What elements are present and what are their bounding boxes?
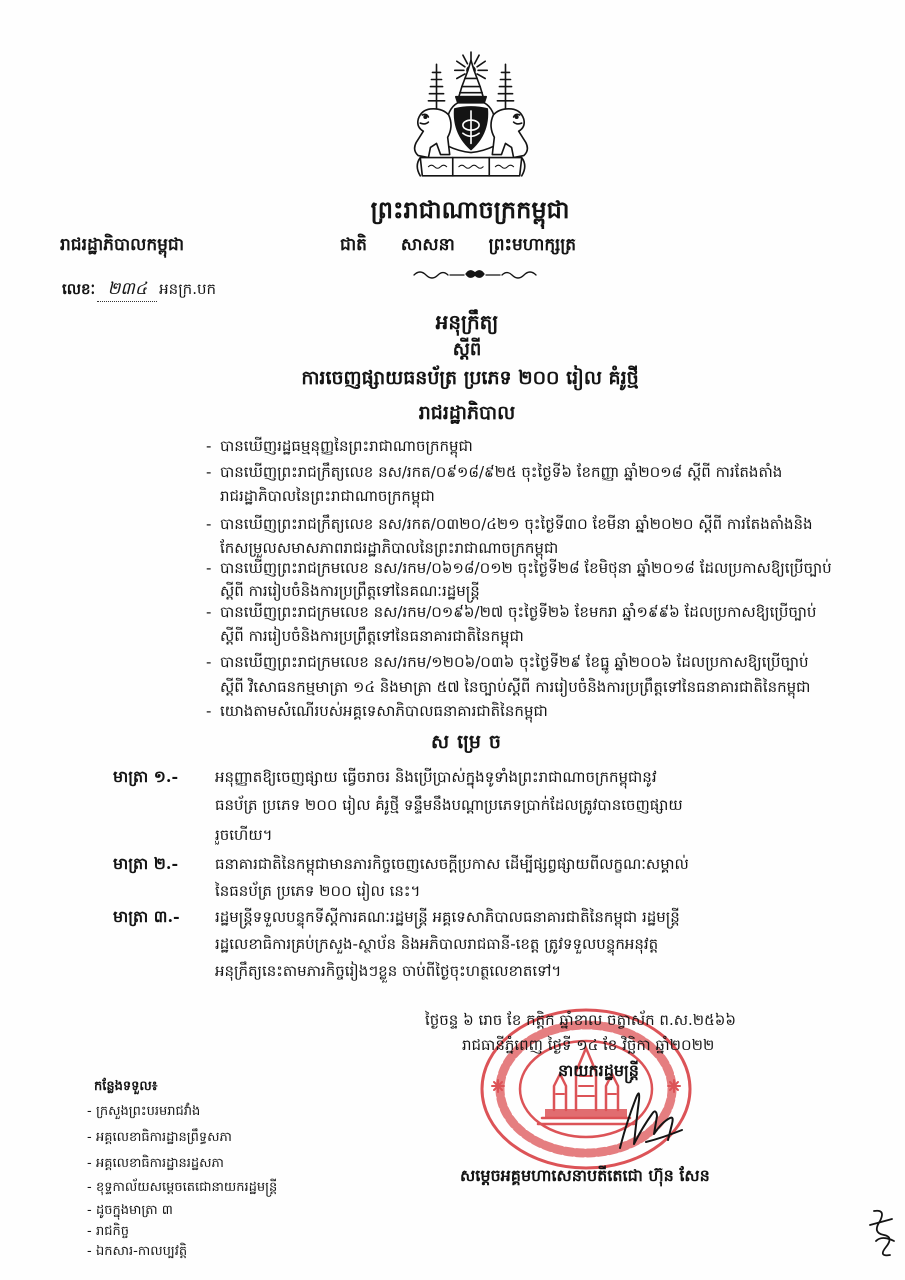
article-line: អនុក្រឹត្យនេះតាមភារកិច្ចរៀងៗខ្លួន ចាប់ពីថ្ងៃចុះហត្ថលេខាតទៅ។ [215,962,562,980]
preamble-item [220,600,845,626]
article-line: ធនប័ត្រ ប្រភេទ ២០០ រៀល គំរូថ្មី ទន្ទឹមនឹងបណ្តាប្រភេទប្រាក់ដែលត្រូវបានចេញផ្សាយ [215,796,683,814]
preamble-line: - បានឃើញព្រះរាជក្រមលេខ នស/រកម/០១៩៦/២៧ ចុះថ្ងៃទី២៦ ខែមករា ឆ្នាំ១៩៩៦ ដែលប្រកាសឱ្យប្រើច្បាប់ [220,603,817,621]
document-number-value: ២៣៤ [97,277,157,302]
article-line: នៃធនប័ត្រ ប្រភេទ ២០០ រៀល នេះ។ [215,882,421,900]
preamble-line: ស្តីពី ការរៀបចំនិងការប្រព្រឹត្តទៅនៃគណៈរដ្ឋមន្ត្រី [220,582,480,600]
motto [340,233,640,259]
document-number [62,277,302,303]
recipient-item: - ក្រសួងព្រះបរមរាជវាំង [96,1101,356,1123]
motto-nation: ជាតិ [340,235,367,255]
preamble-item [220,699,845,725]
motto-ornament-icon [410,266,540,282]
article-label: មាត្រា ១.- [113,767,179,786]
recipient-item: - ឯកសារ-កាលប្បវត្តិ [96,1241,356,1263]
preamble-line: - យោងតាមសំណើរបស់អគ្គទេសាភិបាលធនាគារជាតិនៃកម្ពុជា [220,702,548,720]
preamble-line: រាជរដ្ឋាភិបាលនៃព្រះរាជាណាចក្រកម្ពុជា [220,487,435,505]
preamble-line: - បានឃើញព្រះរាជក្រឹត្យលេខ នស/រកត/០៣២០/៤២១ ចុះថ្ងៃទី៣០ ខែមីនា ឆ្នាំ២០២០ ស្តីពី ការតែងតាំងនិង [220,515,813,533]
preamble-line: - បានឃើញព្រះរាជក្រឹត្យលេខ នស/រកត/០៩១៨/៩២៥ ចុះថ្ងៃទី៦ ខែកញ្ញា ឆ្នាំ២០១៨ ស្តីពី ការតែងតាំង [220,463,783,481]
royal-coat-of-arms-icon [400,50,542,180]
date-solar: រាជធានីភ្នំពេញ ថ្ងៃទី ១៤ ខែ វិច្ឆិកា ឆ្នាំ២០២២ [462,1036,715,1054]
preamble-line: - បានឃើញព្រះរាជក្រមលេខ នស/រកម/០៦១៨/០១២ ចុះថ្ងៃទី២៨ ខែមិថុនា ឆ្នាំ២០១៨ ដែលប្រកាសឱ្យប្រើច្បាប់ [220,559,832,577]
motto-king: ព្រះមហាក្សត្រ [488,235,577,255]
preamble-line: កែសម្រួលសមាសភាពរាជរដ្ឋាភិបាលនៃព្រះរាជាណាចក្រកម្ពុជា [220,539,559,557]
signatory-title: នាយករដ្ឋមន្ត្រី [558,1061,639,1080]
recipient-item: - អគ្គលេខាធិការដ្ឋានព្រឹទ្ធសភា [96,1127,356,1149]
recipient-item: - ដូចក្នុងមាត្រា ៣ [96,1200,356,1222]
subject-label: ស្តីពី [452,339,482,360]
initials-mark [866,1205,900,1259]
preamble-item [220,460,845,486]
subject-title: ការចេញផ្សាយធនប័ត្រ ប្រភេទ ២០០ រៀល គំរូថ្មី [301,367,639,389]
article-label: មាត្រា ២.- [113,854,179,873]
preamble-line: - បានឃើញរដ្ឋធម្មនុញ្ញនៃព្រះរាជាណាចក្រកម្ពុជា [220,437,473,455]
article-line: អនុញ្ញាតឱ្យចេញផ្សាយ ធ្វើចរាចរ និងប្រើប្រាស់ក្នុងទូទាំងព្រះរាជាណាចក្រកម្ពុជានូវ [215,768,657,786]
kingdom-heading: ព្រះរាជាណាចក្រកម្ពុជា [370,195,570,224]
article-line: រដ្ឋមន្ត្រីទទួលបន្ទុកទីស្តីការគណៈរដ្ឋមន្ត្រី អគ្គទេសាភិបាលធនាគារជាតិនៃកម្ពុជា រដ្ឋមន្ត្រី [215,908,680,926]
motto-religion: សាសនា [400,235,455,255]
signature [612,1084,692,1156]
document-number-suffix: អនក្រ.បក [159,280,216,298]
recipient-item: - ខុទ្ទកាល័យសម្តេចតេជោនាយករដ្ឋមន្ត្រី [96,1177,356,1199]
preamble-line: ស្តីពី ការរៀបចំនិងការប្រព្រឹត្តទៅនៃធនាគារជាតិនៃកម្ពុជា [220,627,524,645]
signatory-name: សម្តេចអគ្គមហាសេនាបតីតេជោ ហ៊ុន សែន [460,1166,710,1185]
article-line: រដ្ឋលេខាធិការគ្រប់ក្រសួង-ស្ថាប័ន និងអភិបាលរាជធានី-ខេត្ត ត្រូវទទួលបន្ទុកអនុវត្ត [215,935,659,953]
article-line: រួចហើយ។ [215,826,273,844]
preamble-line: - បានឃើញព្រះរាជក្រមលេខ នស/រកម/១២០៦/០៣៦ ចុះថ្ងៃទី២៩ ខែធ្នូ ឆ្នាំ២០០៦ ដែលប្រកាសឱ្យប្រើច្បាប់ [220,653,809,671]
government-name: រាជរដ្ឋាភិបាលកម្ពុជា [60,235,185,255]
decision-heading: សម្រេច [431,731,509,753]
document-number-label: លេខៈ [62,280,96,298]
preamble-item [220,650,845,676]
preamble-line: ស្តីពី វិសោធនកម្មមាត្រា ១៤ និងមាត្រា ៥៧ នៃច្បាប់ស្តីពី ការរៀបចំនិងការប្រព្រឹត្តទៅនៃធនាគារជាតិនៃកម្ពុជា [220,678,811,696]
date-lunar: ថ្ងៃចន្ទ ៦ រោច ខែ កត្តិក ឆ្នាំខាល ចត្វាស័ក ព.ស.២៥៦៦ [425,1011,736,1029]
preamble-item [220,512,845,538]
recipient-item: - អគ្គលេខាធិការដ្ឋានរដ្ឋសភា [96,1153,356,1175]
article-line: ធនាគារជាតិនៃកម្ពុជាមានភារកិច្ចចេញសេចក្តីប្រកាស ដើម្បីផ្សព្វផ្សាយពីលក្ខណៈសម្គាល់ [215,855,689,873]
issuing-authority: រាជរដ្ឋាភិបាល [418,402,516,424]
document-type-title: អនុក្រឹត្យ [435,310,499,334]
preamble-item [220,434,845,460]
article-label: មាត្រា ៣.- [113,907,180,926]
recipient-item: - រាជកិច្ច [96,1221,356,1243]
recipients-heading: កន្លែងទទួល៖ [94,1079,158,1094]
